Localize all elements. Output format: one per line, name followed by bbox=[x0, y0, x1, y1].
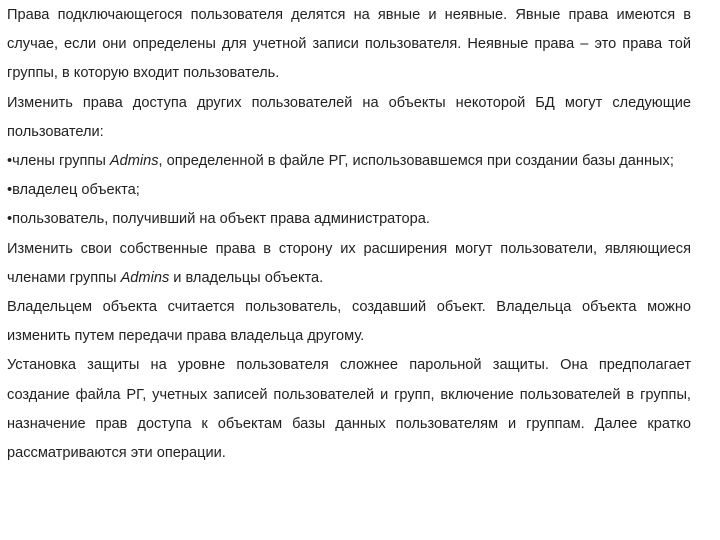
group-name-admins: Admins bbox=[120, 269, 170, 286]
paragraph-user-level-security: Установка защиты на уровне пользователя сложнее парольной защиты. Она предполагает создание файла РГ, учетных записей пользователей и групп, включение пользователей в группы, назначение прав доступа к объектам базы данных пользователям и группам. Далее кратко рассматриваются эти операции. bbox=[7, 357, 691, 462]
paragraph-text: Изменить свои собственные права в сторону их расширения могут пользователи, являющиеся членами группы bbox=[7, 240, 691, 286]
paragraph-rights-types: Права подключающегося пользователя делятся на явные и неявные. Явные права имеются в случае, если они определены для учетной записи пользователя. Неявные права – это права той группы, в которую входит пользователь. bbox=[7, 7, 691, 82]
paragraph-own-rights bbox=[7, 235, 691, 293]
list-item-admins-members bbox=[7, 147, 691, 176]
group-name-admins: Admins bbox=[109, 153, 159, 170]
list-item-text: •члены группы bbox=[7, 153, 110, 170]
paragraph-text: и владельцы объекта. bbox=[169, 269, 324, 286]
list-item-admin-rights-user: •пользователь, получивший на объект права администратора. bbox=[7, 211, 430, 228]
paragraph-who-can-change: Изменить права доступа других пользователей на объекты некоторой БД могут следующие пользователи: bbox=[7, 94, 691, 140]
paragraph-object-owner: Владельцем объекта считается пользователь, создавший объект. Владельца объекта можно изменить путем передачи права владельца другому. bbox=[7, 299, 691, 345]
list-item-object-owner: •владелец объекта; bbox=[7, 182, 140, 199]
document-page bbox=[7, 1, 691, 501]
list-item-text: , определенной в файле РГ, использовавшемся при создании базы данных; bbox=[158, 153, 674, 170]
